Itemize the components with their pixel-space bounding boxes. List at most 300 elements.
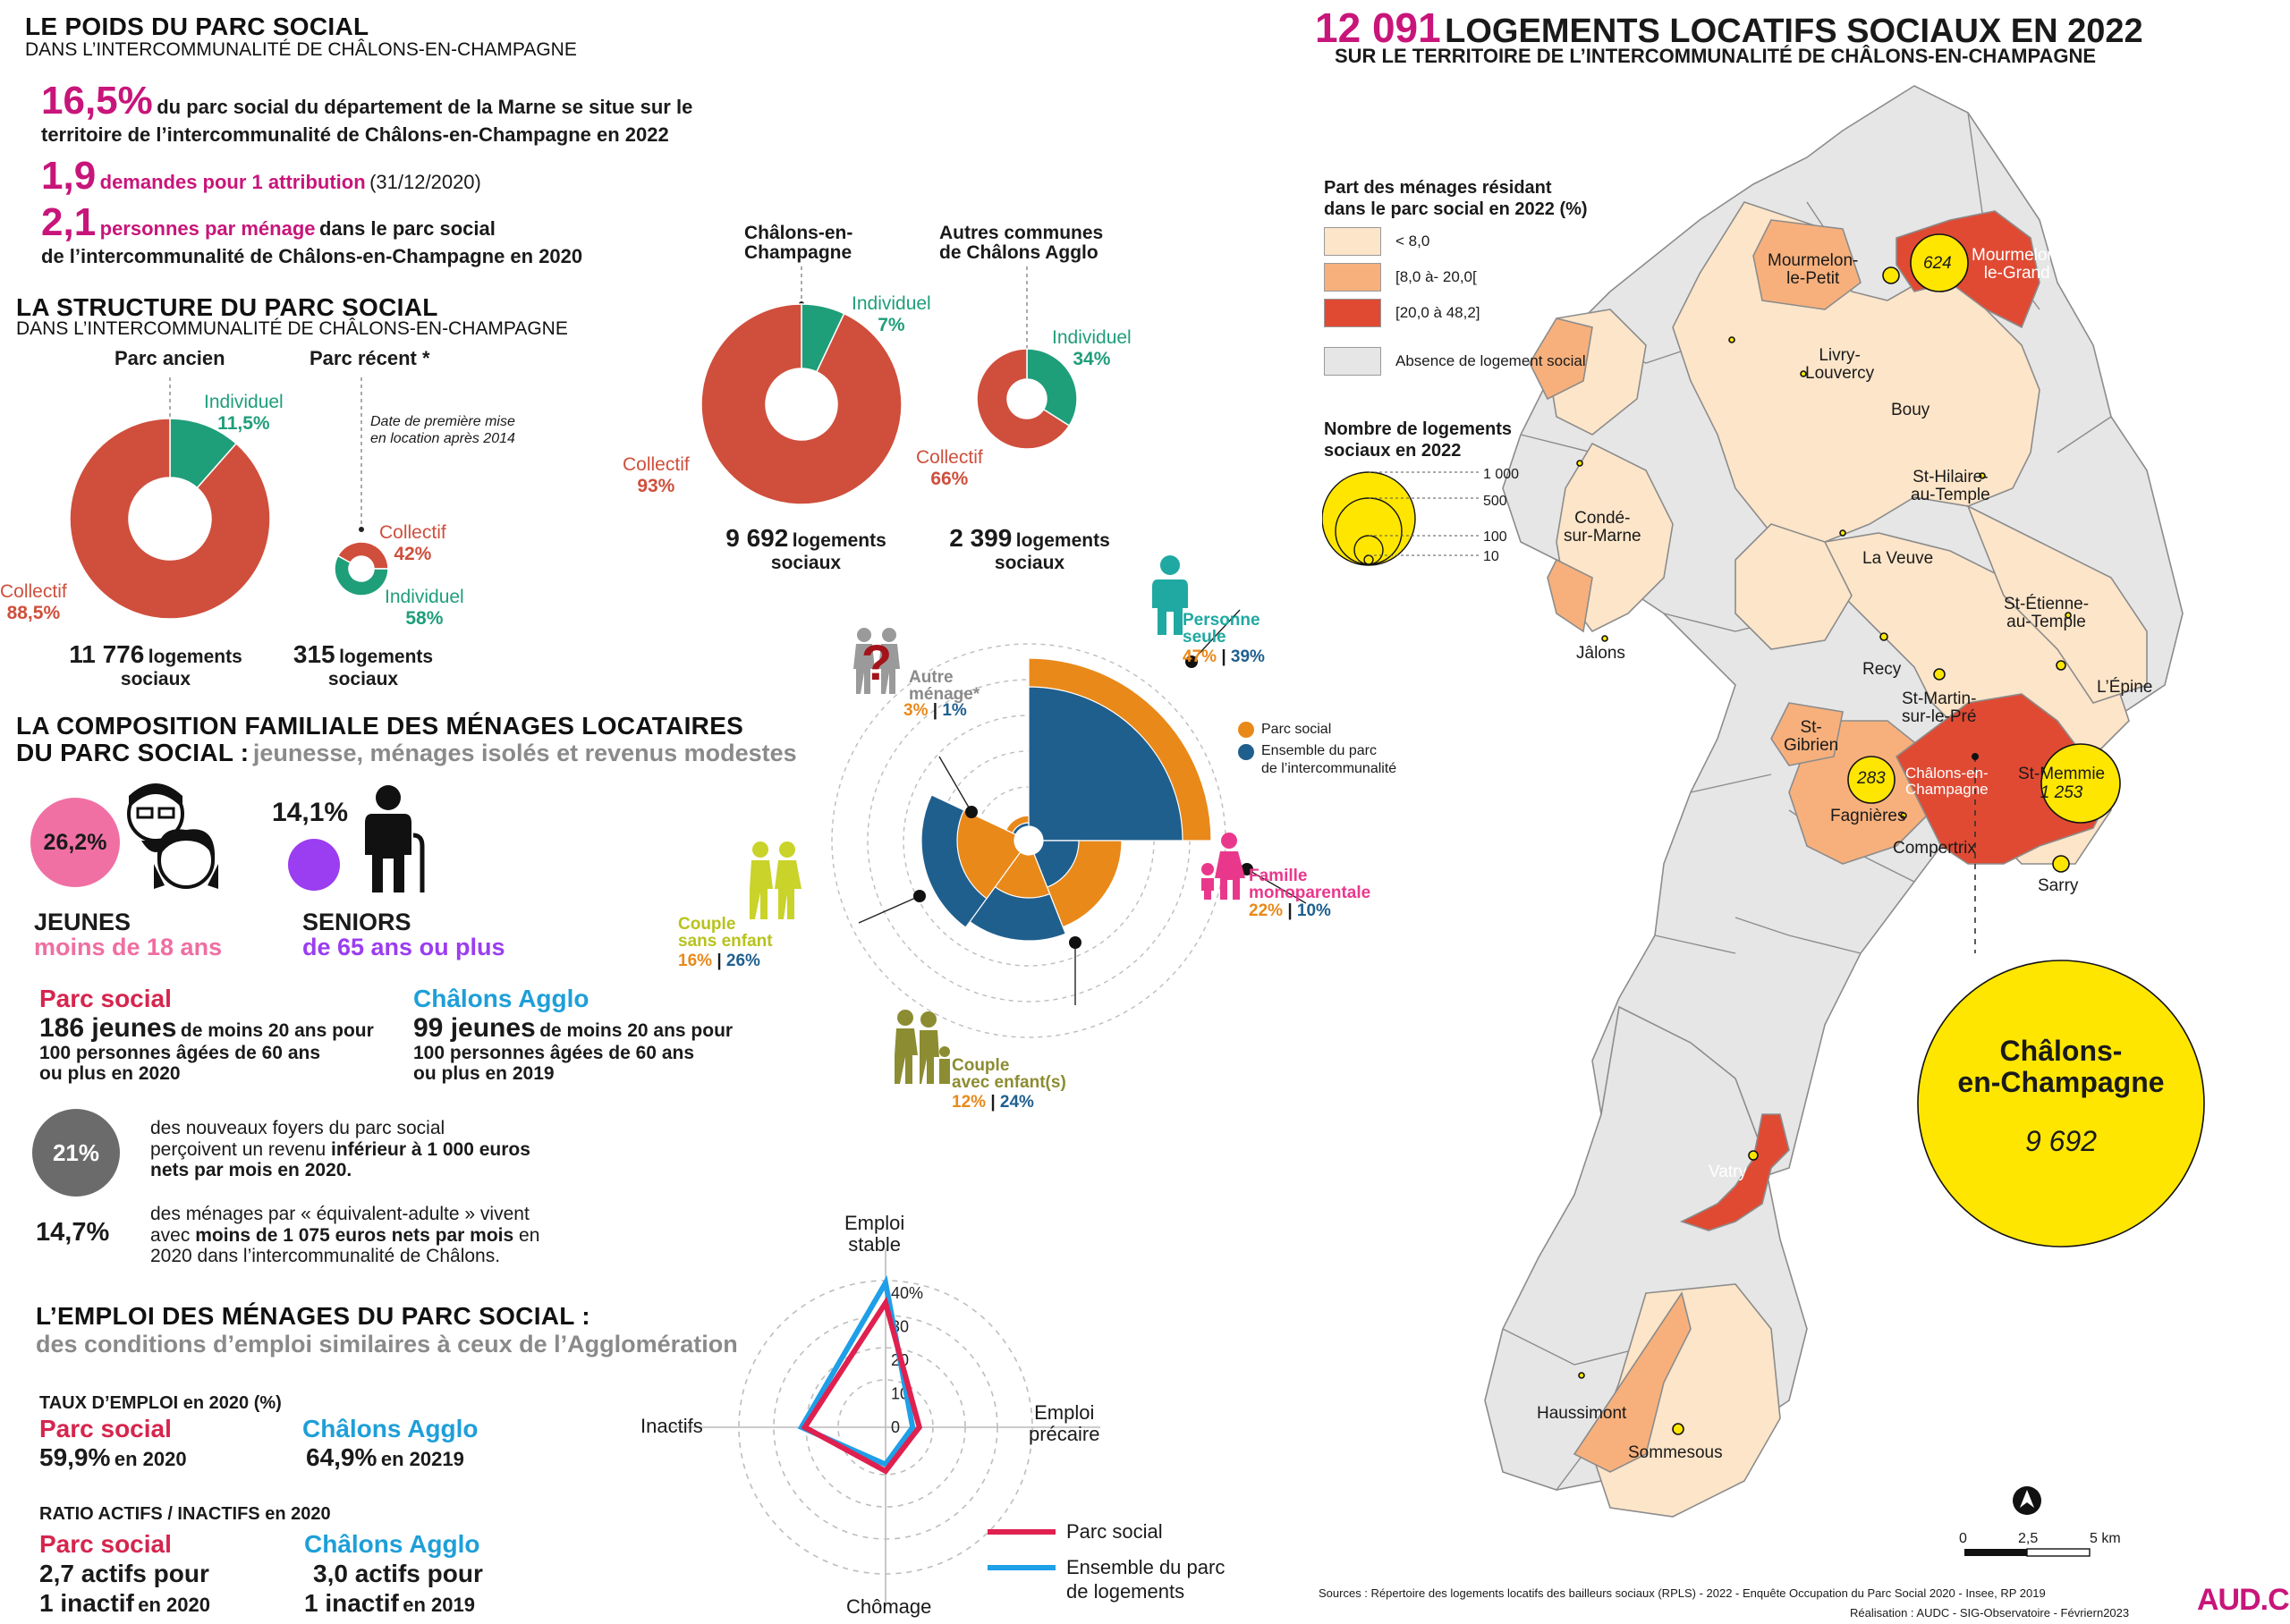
unit: sociaux: [120, 669, 191, 689]
bubble-laveuve: [1840, 530, 1845, 536]
radar-lines: [802, 1283, 920, 1472]
couple-enfants-label: [952, 1057, 1066, 1091]
legend-label: [1066, 1556, 1225, 1603]
taux-value: 59,9%: [39, 1443, 111, 1471]
value: 93%: [637, 476, 675, 496]
legend-label: [8,0 à- 20,0[: [1395, 268, 1477, 285]
text-line: des ménages par « équivalent-adulte » vivent: [150, 1204, 530, 1224]
chalons-coll: [623, 454, 690, 497]
label: Collectif: [379, 522, 446, 543]
label-line: Châlons-: [1999, 1035, 2123, 1067]
legend-swatch: [1238, 722, 1254, 738]
taux-ca: [302, 1415, 479, 1472]
unit: logements: [792, 530, 886, 551]
chalons-dot: [1972, 753, 1979, 760]
bubble-jalons: [1602, 636, 1607, 641]
count: 315: [293, 640, 335, 668]
legend-none: [1324, 347, 1586, 376]
ratio-ps: [39, 1529, 210, 1618]
legend-item-ens: [988, 1556, 1225, 1603]
sep: |: [990, 1093, 996, 1112]
jeunes-circle: [30, 798, 120, 887]
couple-icon: [748, 841, 803, 921]
structure-title: LA STRUCTURE DU PARC SOCIAL: [16, 293, 438, 321]
text-bold: inférieur à 1 000 euros: [330, 1138, 530, 1160]
stat-text: demandes pour 1 attribution: [99, 171, 366, 193]
legend-swatch: [1324, 227, 1381, 256]
recent-count: [283, 640, 444, 690]
title-part: DU PARC SOCIAL :: [16, 739, 250, 766]
label-line: Personne: [1183, 611, 1260, 630]
label-lepine: L’Épine: [2097, 678, 2153, 697]
polar-leader-dot: [965, 806, 978, 818]
sep: |: [1221, 647, 1226, 666]
label-line: avec enfant(s): [952, 1073, 1066, 1092]
ratio-title: Châlons Agglo: [413, 985, 589, 1012]
value-parc: 16%: [678, 952, 713, 970]
label-line: le-Grand: [1983, 263, 2050, 283]
donut-parc-ancien: [70, 419, 270, 619]
scale-bar-black: [1964, 1549, 2027, 1556]
size-1000: 1 000: [1483, 467, 1520, 482]
stat-text: dans le parc social: [318, 217, 496, 240]
ratio-line: 2,7 actifs pour: [39, 1560, 209, 1588]
legend-item-parc: [1238, 721, 1396, 739]
label: Collectif: [916, 447, 983, 468]
autres-indiv: [1052, 327, 1132, 370]
size-100: 100: [1483, 529, 1507, 545]
legend-mid: [1324, 263, 1586, 292]
legend-item-ps: [988, 1520, 1225, 1544]
legend-item-ens: [1238, 742, 1396, 778]
seniors-value: 14,1%: [272, 798, 349, 827]
revenu-circle: [32, 1109, 120, 1197]
label: Individuel: [385, 587, 464, 607]
ratio-text: 100 personnes âgées de 60 ans: [413, 1042, 695, 1063]
legend-label: Parc social: [1066, 1520, 1163, 1543]
label-line: Condé-: [1574, 509, 1631, 528]
value: 66%: [930, 469, 969, 489]
size-500: 500: [1483, 494, 1507, 509]
polar-leader-line: [859, 896, 920, 923]
value-ens: 24%: [999, 1093, 1034, 1112]
label: Collectif: [0, 581, 67, 602]
single-parent-icon: [1199, 832, 1249, 901]
scale-5: 5 km: [2090, 1531, 2121, 1546]
map-legend-title: [1324, 177, 1588, 220]
taux-year: en 2020: [114, 1448, 187, 1470]
stat-value: 16,5%: [41, 79, 153, 123]
count: 9 692: [725, 524, 789, 552]
unit: sociaux: [327, 669, 399, 689]
personne-seule-values: [1183, 647, 1265, 667]
poids-stat-3: [41, 200, 739, 267]
label-line: seule: [1183, 628, 1226, 647]
source-line-b: Réalisation : AUDC - SIG-Observatoire - Févriern2023: [1850, 1606, 2130, 1620]
size-10: 10: [1483, 549, 1499, 564]
bubble-sarry: [2053, 856, 2069, 872]
text-line: avec: [150, 1224, 191, 1246]
autres-count: [927, 524, 1132, 574]
radar-legend: [988, 1520, 1225, 1603]
ratio-title: RATIO ACTIFS / INACTIFS en 2020: [39, 1504, 331, 1524]
stat-text: du parc social du département de la Marne se situe sur le: [157, 96, 693, 118]
equiv-value: 14,7%: [36, 1218, 110, 1247]
scale-0: 0: [1959, 1531, 1967, 1546]
taux-label: Châlons Agglo: [302, 1415, 479, 1442]
taux-ps: [39, 1415, 187, 1472]
recent-coll: [379, 522, 446, 565]
label-line: St-Étienne-: [2004, 595, 2090, 613]
label: Individuel: [852, 293, 931, 314]
autre-menage-label: [909, 669, 980, 703]
label-line: sur-le-Pré: [1902, 706, 1977, 726]
jeunes-value: 26,2%: [43, 829, 107, 855]
label-mourmelon-petit: [1768, 252, 1858, 288]
unit: sociaux: [994, 553, 1065, 573]
label-stmartin: [1902, 690, 1976, 726]
legend-label: [20,0 à 48,2]: [1395, 304, 1480, 321]
recent-indiv: [385, 587, 464, 630]
label-line: Mourmelon-: [1972, 246, 2063, 265]
source-line-a: Sources : Répertoire des logements locatifs des bailleurs sociaux (RPLS) - 2022 - Enquête Occupation du Parc Social 2020 - Insee, RP 2019: [1319, 1586, 2046, 1600]
ratio-text: ou plus en 2019: [413, 1062, 555, 1084]
value-ens: 39%: [1230, 647, 1265, 666]
label-line: ménage*: [909, 685, 980, 704]
unit: logements: [339, 647, 434, 667]
label-stgibrien: [1784, 719, 1838, 755]
legend-line: Ensemble du parc: [1066, 1556, 1226, 1579]
couple-sans-values: [678, 952, 760, 971]
taux-value: 64,9%: [306, 1443, 377, 1471]
poids-stat-2: [41, 154, 481, 199]
label-sthilaire: [1911, 469, 1990, 504]
leader-dot: [359, 527, 364, 532]
value: 11,5%: [217, 413, 270, 434]
axis-line: stable: [848, 1232, 901, 1256]
ancien-label: Parc ancien: [114, 347, 225, 369]
value: 42%: [394, 544, 432, 564]
ratio-line: 1 inactif: [304, 1589, 399, 1618]
chalons-count: [703, 524, 909, 574]
size-circle-10: [1364, 555, 1373, 564]
senior-icon: [356, 782, 428, 896]
audc-logo: AUD.C: [2197, 1583, 2289, 1617]
label-line: monoparentale: [1249, 884, 1371, 902]
label-line: Couple: [952, 1056, 1010, 1075]
stat-value: 1,9: [41, 154, 97, 198]
equiv-text: [150, 1204, 592, 1267]
legend-label: Parc social: [1261, 722, 1332, 737]
label-vatry: Vatry: [1709, 1163, 1747, 1181]
label-line: sans enfant: [678, 932, 773, 951]
poids-subtitle: DANS L’INTERCOMMUNALITÉ DE CHÂLONS-EN-CHAMPAGNE: [25, 39, 577, 60]
label-fagnieres: Fagnières: [1830, 807, 1906, 825]
count: 11 776: [69, 640, 145, 668]
bubble-haussimont: [1579, 1373, 1584, 1378]
legend-swatch: [1238, 744, 1254, 760]
label-bouy: Bouy: [1891, 401, 1930, 419]
value: 88,5%: [6, 603, 61, 623]
value-chalons-big: 9 692: [2024, 1125, 2098, 1157]
radar-axis-top: [844, 1213, 904, 1256]
seniors-label: SENIORS: [302, 909, 411, 935]
label-mourmelon-grand: [1972, 247, 2062, 283]
label-line: St-Martin-: [1902, 689, 1977, 708]
legend-swatch: [988, 1565, 1056, 1570]
ancien-indiv: [204, 392, 284, 435]
label-line: St-Hilaire-: [1913, 468, 1989, 486]
title-line: Châlons-en-: [744, 223, 853, 243]
title-line: Champagne: [744, 242, 852, 264]
legend-swatch: [988, 1529, 1056, 1535]
seniors-circle: [288, 839, 340, 891]
value-mourmelon-grand: 624: [1923, 254, 1952, 273]
label-line: sur-Marne: [1564, 526, 1641, 546]
stat-value: 2,1: [41, 200, 97, 244]
jeunes-ratio-ca: [413, 985, 780, 1084]
value-ens: 1%: [942, 701, 967, 720]
legend-line: Part des ménages résidant: [1324, 178, 1552, 198]
legend-high: [1324, 299, 1586, 327]
value-parc: 47%: [1183, 647, 1217, 666]
bubble-mourmelon-petit: [1883, 267, 1899, 283]
legend-line: Nombre de logements: [1324, 419, 1513, 439]
bubble-conde: [1577, 461, 1582, 466]
legend-low: [1324, 227, 1586, 256]
ratio-year: en 2020: [138, 1594, 210, 1617]
ratio-line: 1 inactif: [39, 1589, 134, 1618]
famille-mono-values: [1249, 901, 1331, 921]
radar-tick-label: 40%: [891, 1284, 924, 1302]
recent-label: Parc récent *: [310, 347, 430, 369]
taux-label: Parc social: [39, 1415, 172, 1442]
bubble-stmartin: [1934, 669, 1945, 680]
value-parc: 22%: [1249, 901, 1284, 920]
polar-bar-ens: [1029, 687, 1183, 841]
radar-axis-left: Inactifs: [640, 1415, 703, 1437]
map-size-legend-title: [1324, 419, 1512, 461]
ratio-year: en 2019: [403, 1594, 475, 1617]
other-household-icon: [853, 626, 903, 698]
polar-leader-dot: [1069, 936, 1081, 949]
stat-text: de l’intercommunalité de Châlons-en-Champagne en 2020: [41, 245, 583, 267]
label-jalons: Jâlons: [1576, 644, 1625, 663]
personne-seule-label: [1183, 612, 1260, 646]
axis-line: Emploi: [844, 1212, 905, 1234]
text-line: nets par mois en 2020.: [150, 1160, 352, 1181]
bubble-chalons: [1918, 960, 2204, 1247]
ratio-text: de moins 20 ans pour: [180, 1019, 374, 1041]
label-recy: Recy: [1862, 660, 1902, 679]
value: 7%: [878, 315, 905, 335]
label-compertrix: Compertrix: [1893, 839, 1976, 858]
polar-leader-dot: [913, 890, 926, 902]
autres-coll: [916, 447, 983, 490]
label-chalons-small: [1905, 765, 1989, 798]
map: [1467, 77, 2290, 1588]
label-line: Livry-: [1819, 346, 1861, 365]
title-line: Autres communes: [939, 223, 1104, 243]
stat-text: territoire de l’intercommunalité de Châlons-en-Champagne en 2022: [41, 123, 669, 146]
label: Individuel: [204, 392, 284, 412]
text-line: des nouveaux foyers du parc social: [150, 1118, 445, 1138]
label-stetienne: [2004, 596, 2089, 631]
autre-menage-values: [903, 701, 967, 721]
couple-enfants-values: [952, 1093, 1034, 1112]
legend-line: dans le parc social en 2022 (%): [1324, 199, 1588, 219]
value: 58%: [405, 608, 444, 629]
label-line: Louvercy: [1805, 363, 1875, 383]
label-chalons-big: [1900, 1036, 2222, 1098]
taux-title: TAUX D’EMPLOI en 2020 (%): [39, 1393, 282, 1413]
label-sarry: Sarry: [2038, 876, 2079, 895]
label-line: St-Memmie: [2018, 765, 2106, 783]
middle-donuts: [680, 250, 1127, 519]
label-line: Mourmelon-: [1768, 251, 1859, 270]
ratio-line: 3,0 actifs pour: [313, 1560, 483, 1588]
label-stmemmie: [2018, 765, 2105, 803]
scale-25: 2,5: [2018, 1531, 2039, 1546]
revenu-value: 21%: [52, 1138, 100, 1166]
legend-line: de logements: [1066, 1579, 1185, 1603]
legend-line: de l’intercommunalité: [1261, 761, 1397, 776]
legend-label: Absence de logement social: [1395, 352, 1586, 369]
axis-line: Emploi: [1034, 1401, 1095, 1424]
legend-line: sociaux en 2022: [1324, 441, 1462, 461]
composition-title-b: [16, 739, 797, 767]
value: 1 253: [2040, 782, 2083, 802]
label-line: au-Temple: [2006, 612, 2086, 631]
label: Collectif: [623, 454, 690, 475]
legend-label: [1261, 742, 1396, 778]
value-parc: 3%: [903, 701, 929, 720]
famille-mono-label: [1249, 867, 1370, 901]
unit: sociaux: [770, 553, 842, 573]
poids-title: LE POIDS DU PARC SOCIAL: [25, 13, 369, 40]
ratio-text: ou plus en 2020: [39, 1062, 181, 1084]
radar-tick-label: 20: [891, 1351, 910, 1369]
map-legend-classes: [1324, 227, 1586, 376]
legend-label: < 8,0: [1395, 233, 1430, 250]
ratio-ca: [304, 1529, 483, 1618]
jeunes-label: JEUNES: [34, 909, 131, 935]
legend-line: Ensemble du parc: [1261, 743, 1377, 758]
stat-date: (31/12/2020): [369, 171, 481, 193]
poids-stat-1: [41, 79, 739, 146]
sep: |: [932, 701, 938, 720]
note-line: en location après 2014: [370, 431, 515, 447]
bubble-livry: [1729, 337, 1734, 343]
emploi-subtitle: des conditions d’emploi similaires à ceux de l’Agglomération: [36, 1331, 738, 1358]
legend-swatch: [1324, 263, 1381, 292]
value-fagnieres: 283: [1857, 769, 1886, 788]
title-line: de Châlons Agglo: [939, 242, 1098, 264]
radar-tick-label: 0: [891, 1418, 901, 1436]
ancien-coll: [0, 581, 67, 624]
ratio-label: Parc social: [39, 1530, 172, 1558]
label-line: au-Temple: [1911, 485, 1990, 504]
label-line: Autre: [909, 668, 954, 687]
legend-swatch: [1324, 299, 1381, 327]
seniors-sub: de 65 ans ou plus: [302, 934, 505, 960]
label-livry: [1805, 347, 1874, 383]
revenu-text: [150, 1118, 589, 1181]
label-line: en-Champagne: [1957, 1066, 2165, 1099]
radar-tick-label: 10: [891, 1384, 910, 1403]
unit: logements: [148, 647, 242, 667]
emploi-title: L’EMPLOI DES MÉNAGES DU PARC SOCIAL :: [36, 1302, 590, 1330]
label-conde: [1564, 510, 1641, 546]
children-icon: [114, 774, 222, 900]
ancien-count: [57, 640, 254, 690]
label: Individuel: [1052, 327, 1132, 348]
label-line: le-Petit: [1786, 268, 1840, 288]
value-ens: 10%: [1296, 901, 1331, 920]
label-line: Famille: [1249, 867, 1308, 885]
taux-year: en 20219: [380, 1448, 464, 1470]
jeunes-ratio-ps: [39, 985, 406, 1084]
bubble-vatry: [1749, 1151, 1758, 1160]
value: 34%: [1073, 349, 1111, 369]
radar-axis-bottom: Chômage: [846, 1595, 932, 1618]
title-grey: jeunesse, ménages isolés et revenus modestes: [252, 740, 797, 766]
text-line: en: [519, 1224, 540, 1246]
note-line: Date de première mise: [370, 414, 515, 429]
label-sommesous: Sommesous: [1628, 1443, 1723, 1462]
label-line: St-: [1800, 718, 1822, 737]
map-title-num: 12 091: [1315, 4, 1441, 51]
label-laveuve: La Veuve: [1862, 549, 1934, 568]
jeunes-sub: moins de 18 ans: [34, 934, 223, 960]
chalons-indiv: [852, 293, 931, 336]
sep: |: [1287, 901, 1293, 920]
legend-swatch: [1324, 347, 1381, 376]
ratio-title: Parc social: [39, 985, 172, 1012]
composition-title-a: LA COMPOSITION FAMILIALE DES MÉNAGES LOCATAIRES: [16, 712, 744, 740]
structure-subtitle: DANS L’INTERCOMMUNALITÉ DE CHÂLONS-EN-CHAMPAGNE: [16, 318, 568, 339]
question-mark: ?: [861, 634, 893, 690]
label-haussimont: Haussimont: [1537, 1404, 1627, 1423]
text-line: 2020 dans l’intercommunalité de Châlons.: [150, 1246, 501, 1267]
axis-line: précaire: [1029, 1422, 1100, 1445]
value-ens: 26%: [725, 952, 760, 970]
map-subtitle: SUR LE TERRITOIRE DE L’INTERCOMMUNALITÉ DE CHÂLONS-EN-CHAMPAGNE: [1335, 45, 2097, 67]
donut-slice-collectif: [70, 419, 270, 619]
label-line: Gibrien: [1784, 735, 1839, 755]
couple-sans-label: [678, 916, 773, 950]
label-line: Châlons-en-: [1905, 765, 1989, 782]
map-title-rest: LOGEMENTS LOCATIFS SOCIAUX EN 2022: [1445, 13, 2143, 50]
couple-children-icon: [893, 1009, 952, 1086]
stat-text: personnes par ménage: [99, 217, 316, 240]
ratio-text: 100 personnes âgées de 60 ans: [39, 1042, 321, 1063]
bubble-lepine: [2057, 661, 2065, 670]
ratio-label: Châlons Agglo: [304, 1530, 480, 1558]
scale-bar-white: [2027, 1549, 2090, 1556]
bubble-sommesous: [1673, 1424, 1684, 1434]
label-line: Champagne: [1905, 780, 1989, 798]
radar-tick-label: 30: [891, 1317, 910, 1336]
sep: |: [717, 952, 722, 970]
radar-axis-right: [1029, 1402, 1099, 1445]
ratio-num: 186 jeunes: [39, 1012, 177, 1043]
ratio-num: 99 jeunes: [413, 1012, 536, 1043]
value-parc: 12%: [952, 1093, 987, 1112]
polar-legend: [1238, 721, 1396, 778]
text-bold: moins de 1 075 euros nets par mois: [195, 1224, 514, 1246]
text-line: perçoivent un revenu: [150, 1138, 327, 1160]
